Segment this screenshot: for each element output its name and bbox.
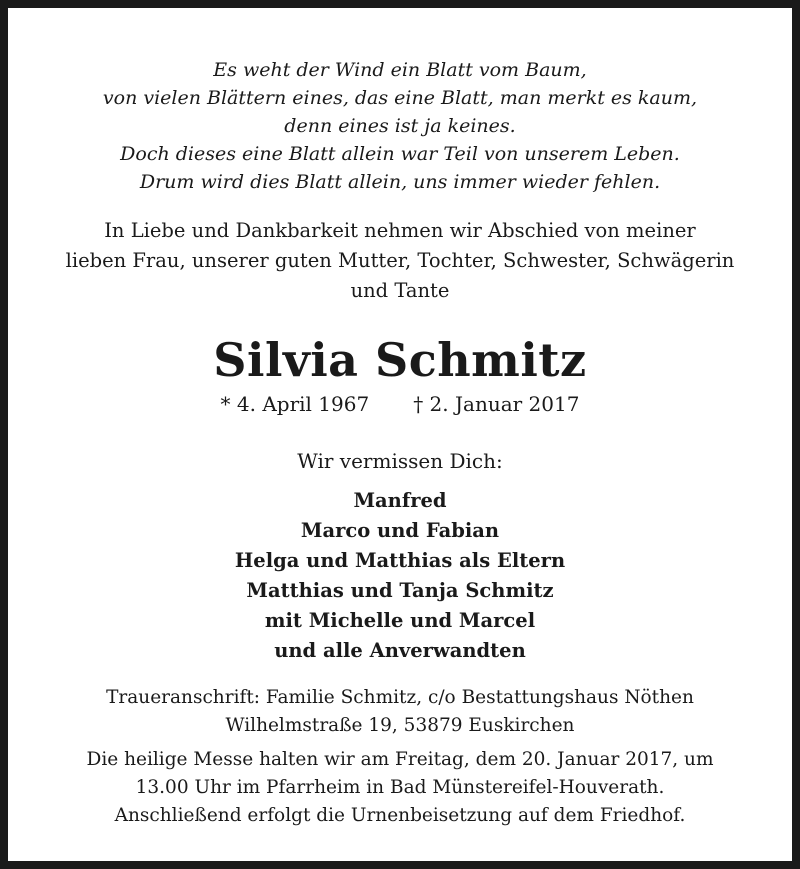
mass-line: 13.00 Uhr im Pfarrheim in Bad Münstereifel-Houverath.	[135, 777, 665, 798]
intro-line: und Tante	[350, 279, 450, 302]
mass-line: Anschließend erfolgt die Urnenbeisetzung auf dem Friedhof.	[114, 805, 686, 826]
mourner: Matthias und Tanja Schmitz	[246, 579, 554, 602]
poem-line: Es weht der Wind ein Blatt vom Baum,	[213, 59, 587, 81]
deceased-name: Silvia Schmitz	[213, 333, 587, 387]
intro-line: In Liebe und Dankbarkeit nehmen wir Abschied von meiner	[104, 219, 696, 242]
life-dates	[16, 389, 784, 419]
mass-line: Die heilige Messe halten wir am Freitag, dem 20. Januar 2017, um	[86, 749, 714, 770]
poem-line: von vielen Blättern eines, das eine Blatt, man merkt es kaum,	[102, 87, 698, 109]
mourners-list	[16, 486, 784, 666]
intro-line: lieben Frau, unserer guten Mutter, Tochter, Schwester, Schwägerin	[65, 249, 735, 272]
poem-line: Drum wird dies Blatt allein, uns immer wieder fehlen.	[139, 171, 661, 193]
mourner: Manfred	[353, 489, 447, 512]
birth-date: * 4. April 1967	[220, 392, 370, 416]
mourning-address	[16, 684, 784, 740]
farewell-intro	[16, 216, 784, 306]
mourner: und alle Anverwandten	[274, 639, 526, 662]
poem-line: Doch dieses eine Blatt allein war Teil von unserem Leben.	[120, 143, 680, 165]
address-line: Traueranschrift: Familie Schmitz, c/o Bestattungshaus Nöthen	[106, 687, 694, 708]
miss-heading: Wir vermissen Dich:	[297, 449, 503, 473]
mass-info	[16, 746, 784, 830]
mourner: Marco und Fabian	[300, 519, 500, 542]
mourner: mit Michelle und Marcel	[264, 609, 536, 632]
mourner: Helga und Matthias als Eltern	[234, 549, 566, 572]
poem	[16, 56, 784, 196]
death-date: † 2. Januar 2017	[413, 392, 580, 416]
poem-line: denn eines ist ja keines.	[284, 115, 516, 137]
address-line: Wilhelmstraße 19, 53879 Euskirchen	[225, 715, 575, 736]
